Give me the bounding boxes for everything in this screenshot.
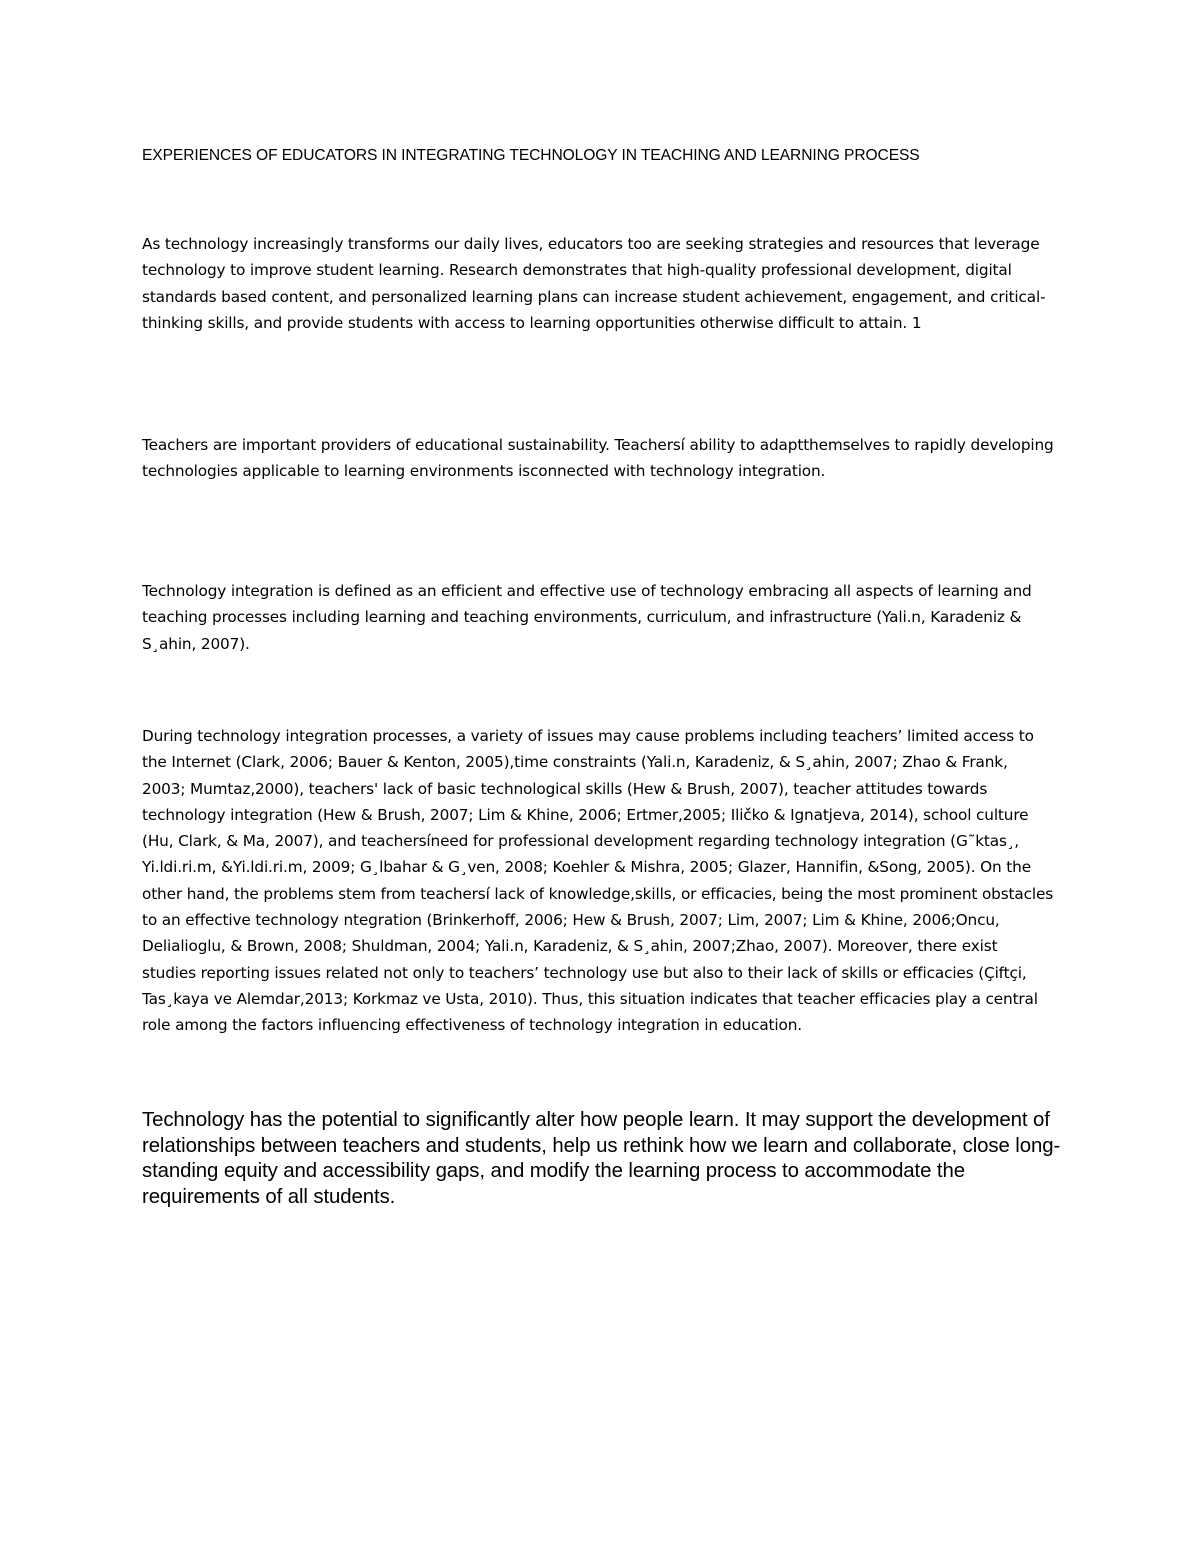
paragraph-teachers-sustainability: Teachers are important providers of educational sustainability. Teachersí ability to adaptthemselves to rapidly developing technologies applicable to learning environments isconnected with technology integration. — [142, 436, 1054, 481]
paragraph-technology-transforms: As technology increasingly transforms our daily lives, educators too are seeking strategies and resources that leverage technology to improve student learning. Research demonstrates that high-quality professional development, digital standards based content, and personalized learning plans can increase student achievement, engagement, and critical-thinking skills, and provide students with access to learning opportunities otherwise difficult to attain. 1 — [142, 235, 1046, 332]
paragraph-integration-issues: During technology integration processes, a variety of issues may cause problems including teachers’ limited access to the Internet (Clark, 2006; Bauer & Kenton, 2005),time constraints (Yali.n, Karadeniz, & S¸ahin, 2007; Zhao & Frank, 2003; Mumtaz,2000), teachers' lack of basic technological skills (Hew & Brush, 2007), teacher attitudes towards technology integration (Hew & Brush, 2007; Lim & Khine, 2006; Ertmer,2005; Ilić̌ko & Ignatjeva, 2014), school culture (Hu, Clark, & Ma, 2007), and teachersíneed for professional development regarding technology integration (G˜ktas¸, Yi.ldi.ri.m, &Yi.ldi.ri.m, 2009; G¸lbahar & G¸ven, 2008; Koehler & Mishra, 2005; Glazer, Hannifin, &Song, 2005). On the other hand, the problems stem from teachersí lack of knowledge,skills, or efficacies, being the most prominent obstacles to an effective technology ntegration (Brinkerhoff, 2006; Hew & Brush, 2007; Lim, 2007; Lim & Khine, 2006;Oncu, Delialioglu, & Brown, 2008; Shuldman, 2004; Yali.n, Karadeniz, & S¸ahin, 2007;Zhao, 2007). Moreover, there exist studies reporting issues related not only to teachers’ technology use but also to their lack of skills or efficacies (Çiftçi, Tas¸kaya ve Alemdar,2013; Korkmaz ve Usta, 2010). Thus, this situation indicates that teacher efficacies play a central role among the factors influencing effectiveness of technology integration in education. — [142, 727, 1054, 1035]
document-title: EXPERIENCES OF EDUCATORS IN INTEGRATING TECHNOLOGY IN TEACHING AND LEARNING PROCESS — [142, 147, 920, 164]
paragraph-integration-definition: Technology integration is defined as an efficient and effective use of technology embracing all aspects of learning and teaching processes including learning and teaching environments, curriculum, and infrastructure (Yali.n, Karadeniz & S¸ahin, 2007). — [142, 582, 1032, 653]
paragraph-technology-potential: Technology has the potential to significantly alter how people learn. It may support the development of relationships between teachers and students, help us rethink how we learn and collaborate, close long-standing equity and accessibility gaps, and modify the learning process to accommodate the requirements of all students. — [142, 1109, 1061, 1208]
